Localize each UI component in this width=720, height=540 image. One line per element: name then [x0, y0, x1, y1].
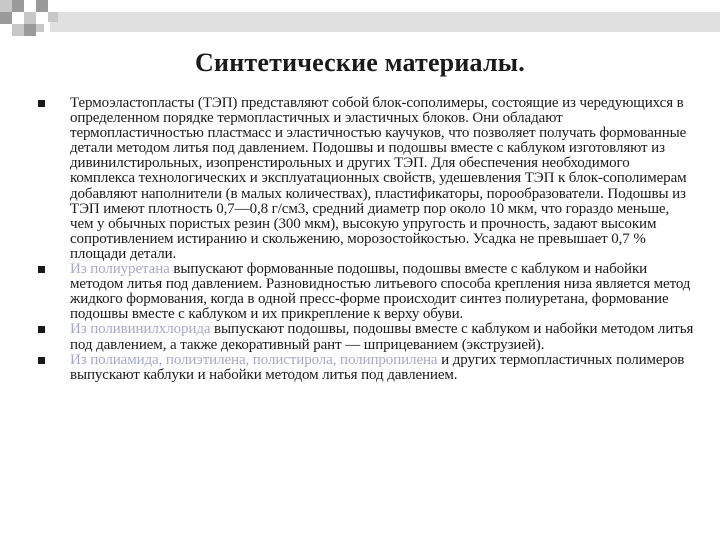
- bullet-list: [38, 96, 694, 383]
- slide-title: Синтетические материалы.: [195, 48, 525, 77]
- deco-square: [12, 24, 24, 36]
- deco-square: [0, 12, 12, 24]
- material-link[interactable]: Из полиамида, полиэтилена, полистирола, полипропилена: [70, 351, 438, 368]
- bullet-body: выпускают формованные подошвы, подошвы вместе с каблуком и набойки методом литья под давлением. Разновидностью литьевого способа крепления низа является метод жидкого формования, когда в одной пресс-форме происходит синтез полиуретана, формование подошвы вместе с каблуком и их прикрепление к верху обуви.: [70, 261, 691, 323]
- deco-square: [24, 12, 36, 24]
- material-link[interactable]: Из поливинилхлорида: [70, 321, 211, 338]
- square-bullet-icon: [38, 326, 45, 333]
- deco-square: [48, 12, 58, 22]
- material-link[interactable]: Из полиуретана: [70, 261, 170, 278]
- deco-square: [36, 0, 48, 12]
- bullet-body: выпускают подошвы, подошвы вместе с каблуком и набойки методом литья под давлением, а также декоративный рант — шприцеванием (экструзией).: [70, 321, 694, 353]
- bullet-text: Термоэластопласты (ТЭП) представляют собой блок-сополимеры, состоящие из чередующихся в определенном порядке термопластичных и эластичных блоков. Они обладают термопластичностью пластмасс и эластичностью каучуков, что позволяет получать формованные детали методом литья под давлением. Подошвы и подошвы вместе с каблуком изготовляют из дивинилстирольных, изопренстирольных и других ТЭП. Для обеспечения необходимого комплекса технологических и эксплуатационных свойств, удешевления ТЭП к блок-сополимерам добавляют наполнители (в малых количествах), пластификаторы, порообразователи. Подошвы из ТЭП имеют плотность 0,7—0,8 г/см3, средний диаметр пор около 10 мкм, что гораздо меньше, чем у обычных пористых резин (300 мкм), высокую упругость и прочность, задают высоким сопротивлением истиранию и скольжению, морозостойкостью. Усадка не превышает 0,7 % площади детали.: [70, 95, 687, 262]
- deco-square: [36, 24, 44, 32]
- bullet-item: [38, 353, 694, 383]
- bullet-text: [70, 262, 694, 322]
- deco-square: [24, 24, 36, 36]
- bullet-item: [38, 262, 694, 322]
- bullet-text: [70, 353, 694, 383]
- deco-square: [12, 0, 24, 12]
- header-decoration: [0, 0, 720, 40]
- bullet-item: [38, 322, 694, 352]
- square-bullet-icon: [38, 100, 45, 107]
- bullet-text: [70, 322, 694, 352]
- header-band: [50, 12, 720, 32]
- square-bullet-icon: [38, 357, 45, 364]
- bullet-item: [38, 96, 694, 262]
- bullet-body: и других термопластичных полимеров выпускают каблуки и набойки методом литья под давлением.: [70, 351, 685, 383]
- square-bullet-icon: [38, 266, 45, 273]
- deco-square: [0, 0, 12, 12]
